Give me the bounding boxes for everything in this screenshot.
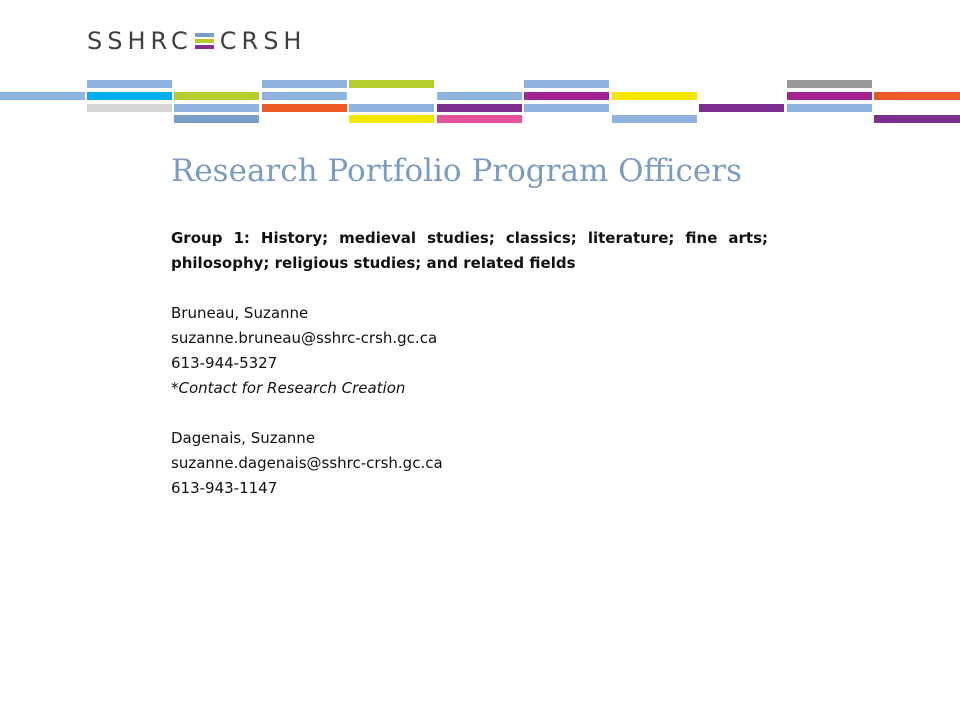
- banner-bar: [87, 92, 172, 100]
- banner-bar: [437, 115, 522, 123]
- contact-phone: 613-944-5327: [171, 354, 278, 372]
- contact-email[interactable]: suzanne.bruneau@sshrc-crsh.gc.ca: [171, 329, 438, 347]
- contact-entry: [171, 301, 768, 401]
- contact-note: *Contact for Research Creation: [171, 379, 406, 397]
- banner-bar: [787, 80, 872, 88]
- banner-bar: [87, 80, 172, 88]
- banner-bar: [262, 92, 347, 100]
- banner-bar: [437, 104, 522, 112]
- contact-phone: 613-943-1147: [171, 479, 278, 497]
- banner-bar: [699, 104, 784, 112]
- logo-text-crsh: CRSH: [219, 27, 307, 55]
- banner-bar: [612, 115, 697, 123]
- page-title: Research Portfolio Program Officers: [171, 153, 742, 189]
- contact-list: [171, 226, 768, 526]
- logo-text-sshrc: SSHRC: [87, 27, 193, 55]
- color-bar-banner: [0, 0, 960, 130]
- banner-bar: [174, 92, 259, 100]
- banner-bar: [874, 92, 960, 100]
- banner-bar: [437, 92, 522, 100]
- banner-bar: [349, 115, 434, 123]
- banner-bar: [262, 80, 347, 88]
- contact-email[interactable]: suzanne.dagenais@sshrc-crsh.gc.ca: [171, 454, 443, 472]
- group-heading: Group 1: History; medieval studies; classics; literature; fine arts; philosophy; religious studies; and related fields: [171, 229, 768, 272]
- banner-bar: [262, 104, 347, 112]
- contact-entry: [171, 426, 768, 501]
- contact-name: Dagenais, Suzanne: [171, 429, 316, 447]
- banner-bar: [87, 104, 172, 112]
- banner-bar: [874, 115, 960, 123]
- banner-bar: [612, 92, 697, 100]
- banner-bar: [349, 104, 434, 112]
- banner-bar: [524, 80, 609, 88]
- contact-name: Bruneau, Suzanne: [171, 304, 309, 322]
- banner-bar: [787, 92, 872, 100]
- banner-bar: [174, 104, 259, 112]
- banner-bar: [349, 80, 434, 88]
- banner-bar: [787, 104, 872, 112]
- banner-bar: [0, 92, 85, 100]
- banner-bar: [174, 115, 259, 123]
- banner-bar: [524, 104, 609, 112]
- banner-bar: [524, 92, 609, 100]
